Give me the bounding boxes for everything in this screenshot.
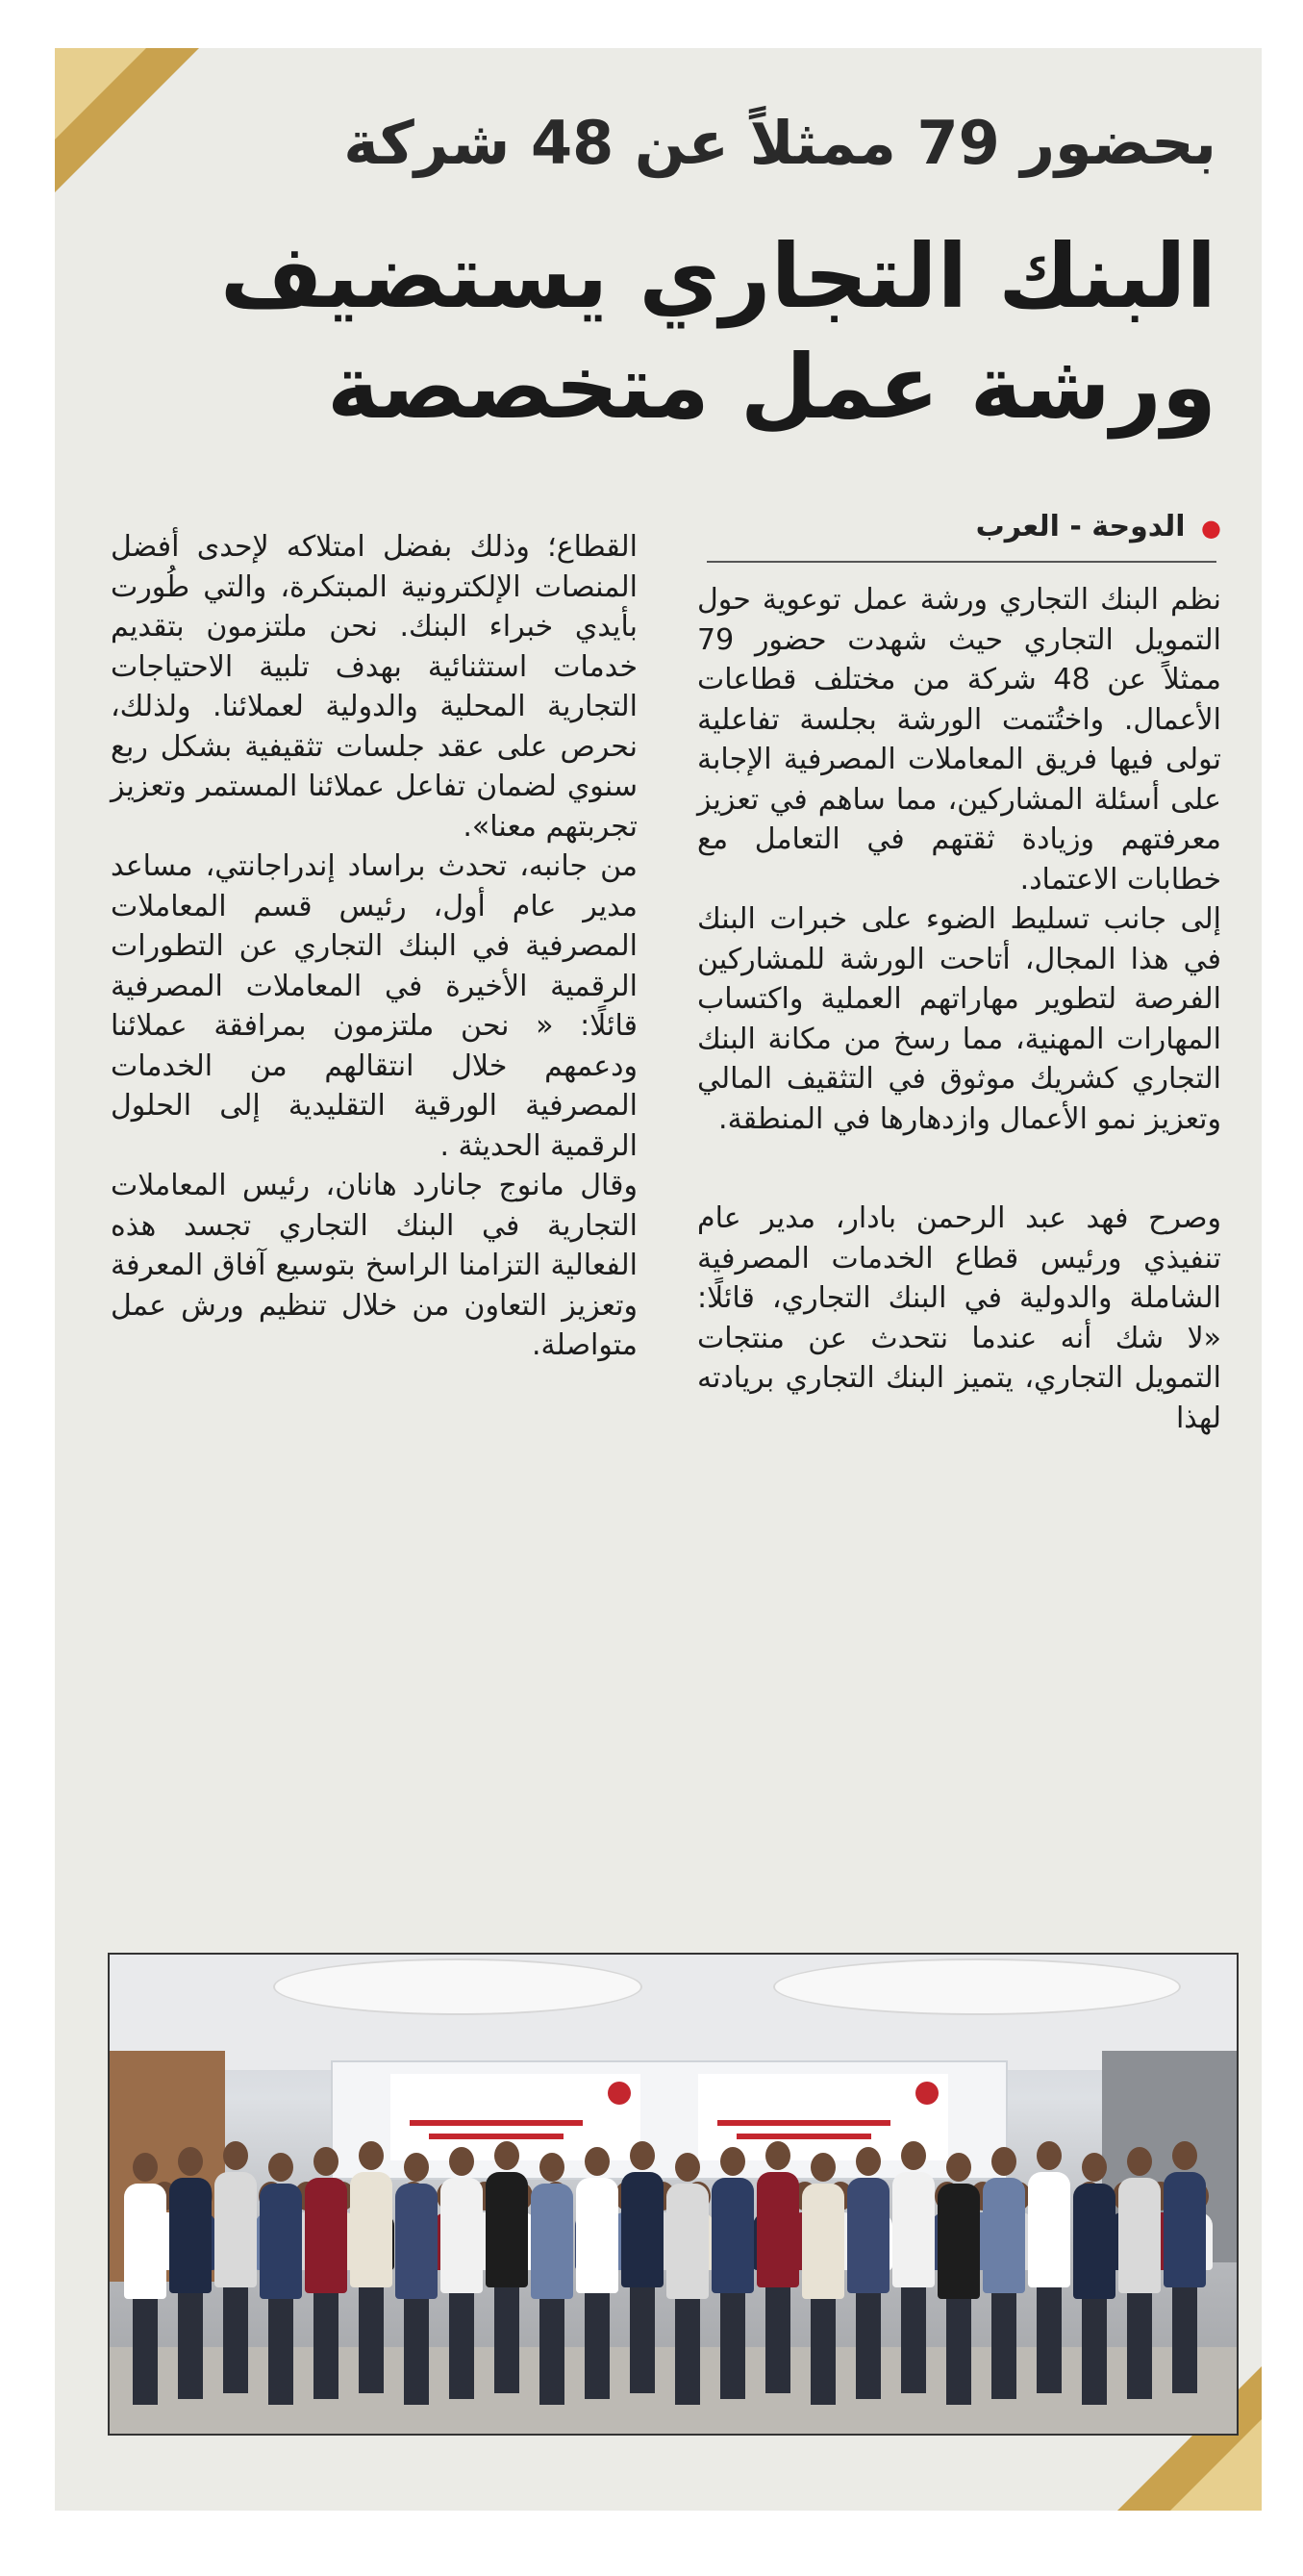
gold-corner-shine-top-left	[55, 48, 146, 139]
attendee-legs	[268, 2299, 293, 2405]
attendee-head	[946, 2153, 971, 2182]
attendee-figure	[305, 2147, 347, 2399]
attendee-legs	[811, 2299, 836, 2405]
attendee-figure	[440, 2147, 483, 2399]
slide-subtitle-bar	[429, 2134, 564, 2139]
attendee-figure	[621, 2141, 664, 2393]
attendee-head	[539, 2153, 564, 2182]
attendee-head	[991, 2147, 1016, 2176]
attendee-head	[313, 2147, 338, 2176]
dateline-separator: -	[1069, 510, 1082, 543]
attendee-head	[720, 2147, 745, 2176]
attendee-legs	[1082, 2299, 1107, 2405]
attendee-body	[847, 2178, 890, 2293]
attendee-body	[1028, 2172, 1070, 2287]
bank-logo-icon	[608, 2082, 631, 2105]
attendee-body	[983, 2178, 1025, 2293]
bank-logo-icon	[915, 2082, 939, 2105]
attendee-legs	[494, 2287, 519, 2393]
paragraph-spacer	[697, 1139, 1221, 1199]
attendee-legs	[404, 2299, 429, 2405]
attendee-head	[404, 2153, 429, 2182]
attendee-figure	[169, 2147, 212, 2399]
dateline-city: الدوحة	[1091, 510, 1186, 543]
attendee-figure	[757, 2141, 799, 2393]
attendee-figure	[486, 2141, 528, 2393]
ceiling-light	[773, 1958, 1181, 2015]
attendee-figure	[1028, 2141, 1070, 2393]
attendee-figure	[1118, 2147, 1161, 2399]
attendee-head	[133, 2153, 158, 2182]
attendee-head	[1172, 2141, 1197, 2170]
attendee-legs	[449, 2293, 474, 2399]
attendee-head	[765, 2141, 790, 2170]
attendee-body	[621, 2172, 664, 2287]
attendee-figure	[350, 2141, 392, 2393]
attendee-head	[675, 2153, 700, 2182]
attendee-body	[1073, 2184, 1115, 2299]
attendee-body	[486, 2172, 528, 2287]
attendee-head	[1037, 2141, 1062, 2170]
attendee-body	[666, 2184, 709, 2299]
attendee-figure	[214, 2141, 257, 2393]
attendee-figure	[712, 2147, 754, 2399]
attendee-head	[856, 2147, 881, 2176]
attendee-figure	[1164, 2141, 1206, 2393]
attendee-body	[712, 2178, 754, 2293]
slide-title-bar	[410, 2120, 583, 2126]
attendee-legs	[720, 2293, 745, 2399]
attendee-legs	[313, 2293, 338, 2399]
attendee-head	[449, 2147, 474, 2176]
attendee-legs	[178, 2293, 203, 2399]
attendee-body	[169, 2178, 212, 2293]
attendee-figure	[938, 2153, 980, 2405]
attendee-head	[494, 2141, 519, 2170]
attendee-body	[576, 2178, 618, 2293]
attendee-legs	[359, 2287, 384, 2393]
dateline-source: العرب	[975, 510, 1060, 543]
attendee-body	[124, 2184, 166, 2299]
attendee-head	[1127, 2147, 1152, 2176]
paragraph: من جانبه، تحدث براساد إندراجانتي، مساعد مدير عام أول، رئيس قسم المعاملات المصرفية في البنك التجاري عن التطورات الرقمية الأخيرة في المعاملات المصرفية قائلًا: « نحن ملتزمون بمرافقة عملائنا ودعمهم خلال انتقالهم من الخدمات المصرفية الورقية التقليدية إلى الحلول الرقمية الحديثة .	[111, 849, 638, 1163]
attendee-legs	[539, 2299, 564, 2405]
attendee-head	[359, 2141, 384, 2170]
attendee-figure	[892, 2141, 935, 2393]
attendee-figure	[576, 2147, 618, 2399]
attendee-head	[630, 2141, 655, 2170]
attendee-figure	[666, 2153, 709, 2405]
attendee-figure	[1073, 2153, 1115, 2405]
attendee-body	[214, 2172, 257, 2287]
attendee-figure	[124, 2153, 166, 2405]
attendee-figure	[260, 2153, 302, 2405]
attendee-legs	[585, 2293, 610, 2399]
attendee-legs	[1127, 2293, 1152, 2399]
attendee-body	[305, 2178, 347, 2293]
attendee-head	[1082, 2153, 1107, 2182]
attendee-head	[585, 2147, 610, 2176]
article-column-left	[111, 527, 638, 1366]
attendee-body	[802, 2184, 844, 2299]
article-column-right	[697, 580, 1221, 1438]
attendee-legs	[1037, 2287, 1062, 2393]
dateline-divider	[707, 561, 1216, 563]
paragraph: وصرح فهد عبد الرحمن بادار، مدير عام تنفيذي ورئيس قطاع الخدمات المصرفية الشاملة والدولية في البنك التجاري، قائلًا: «لا شك أنه عندما نتحدث عن منتجات التمويل التجاري، يتميز البنك التجاري بريادته لهذا	[697, 1201, 1221, 1435]
attendee-legs	[1172, 2287, 1197, 2393]
ceiling-light	[273, 1958, 642, 2015]
attendee-figure	[395, 2153, 438, 2405]
attendee-head	[268, 2153, 293, 2182]
attendee-body	[892, 2172, 935, 2287]
slide-title-bar	[717, 2120, 890, 2126]
attendee-body	[440, 2178, 483, 2293]
attendee-legs	[675, 2299, 700, 2405]
headline-line-2: ورشة عمل متخصصة	[326, 336, 1216, 439]
attendee-figure	[847, 2147, 890, 2399]
attendee-body	[395, 2184, 438, 2299]
attendee-body	[1164, 2172, 1206, 2287]
attendee-legs	[856, 2293, 881, 2399]
attendee-legs	[946, 2299, 971, 2405]
attendee-body	[938, 2184, 980, 2299]
paragraph: نظم البنك التجاري ورشة عمل توعوية حول التمويل التجاري حيث شهدت حضور 79 ممثلاً عن 48 شركة من مختلف قطاعات الأعمال. واختُتمت الورشة بجلسة تفاعلية تولى فيها فريق المعاملات المصرفية الإجابة على أسئلة المشاركين، مما ساهم في تعزيز معرفتهم وزيادة ثقتهم في التعامل مع خطابات الاعتماد.	[697, 583, 1221, 897]
attendee-legs	[901, 2287, 926, 2393]
attendee-legs	[630, 2287, 655, 2393]
slide-subtitle-bar	[737, 2134, 871, 2139]
paragraph: إلى جانب تسليط الضوء على خبرات البنك في هذا المجال، أتاحت الورشة للمشاركين الفرصة لتطوير مهاراتهم العملية واكتساب المهارات المهنية، مما رسخ من مكانة البنك التجاري كشريك موثوق في التثقيف المالي وتعزيز نمو الأعمال وازدهارها في المنطقة.	[697, 902, 1221, 1136]
paragraph: القطاع؛ وذلك بفضل امتلاكه لإحدى أفضل المنصات الإلكترونية المبتكرة، والتي طُورت بأيدي خبراء البنك. نحن ملتزمون بتقديم خدمات استثنائية بهدف تلبية الاحتياجات التجارية المحلية والدولية لعملائنا. ولذلك، نحرص على عقد جلسات تثقيفية بشكل ربع سنوي لضمان تفاعل عملائنا المستمر وتعزيز تجربتهم معنا».	[111, 530, 638, 844]
attendee-legs	[223, 2287, 248, 2393]
headline-line-1: البنك التجاري يستضيف	[219, 225, 1216, 328]
attendee-legs	[133, 2299, 158, 2405]
attendee-legs	[991, 2293, 1016, 2399]
attendee-figure	[983, 2147, 1025, 2399]
attendee-head	[811, 2153, 836, 2182]
attendee-head	[901, 2141, 926, 2170]
attendee-head	[178, 2147, 203, 2176]
paragraph: وقال مانوج جانارد هانان، رئيس المعاملات التجارية في البنك التجاري تجسد هذه الفعالية التزامنا الراسخ بتوسيع آفاق المعرفة وتعزيز التعاون من خلال تنظيم ورش عمل متواصلة.	[111, 1169, 638, 1362]
attendee-body	[531, 2184, 573, 2299]
attendee-body	[757, 2172, 799, 2287]
red-dot-icon: ●	[1201, 514, 1221, 542]
group-photo	[108, 1953, 1239, 2436]
attendee-figure	[531, 2153, 573, 2405]
attendee-head	[223, 2141, 248, 2170]
article-subheadline: بحضور 79 ممثلاً عن 48 شركة	[343, 108, 1216, 178]
attendee-body	[350, 2172, 392, 2287]
attendee-body	[260, 2184, 302, 2299]
attendee-body	[1118, 2178, 1161, 2293]
dateline	[933, 510, 1221, 543]
attendee-legs	[765, 2287, 790, 2393]
attendee-figure	[802, 2153, 844, 2405]
article-headline	[111, 221, 1216, 442]
